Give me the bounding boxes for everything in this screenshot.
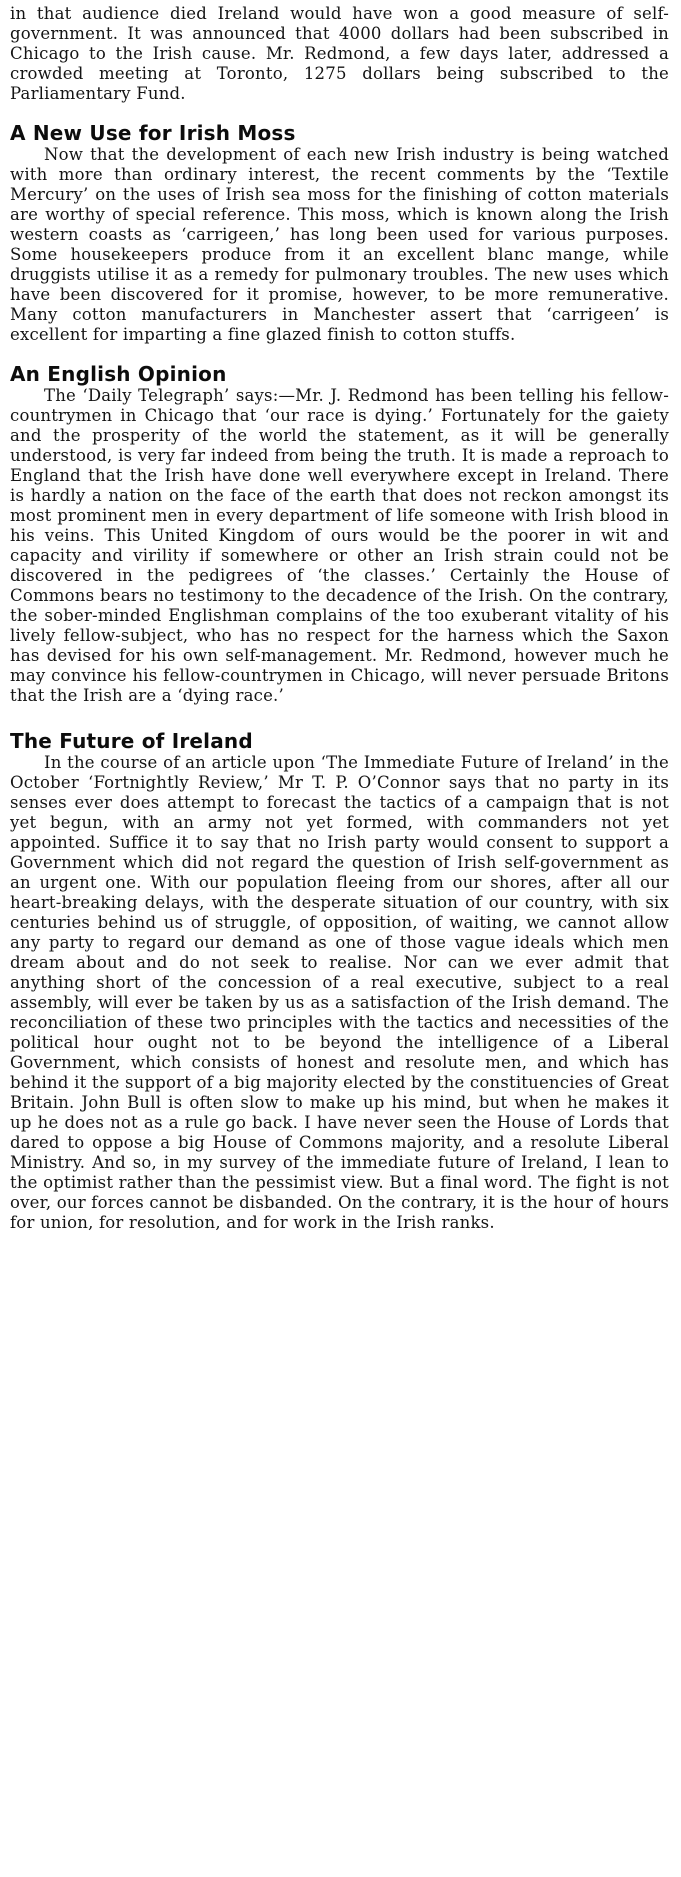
section-heading-irish-moss: A New Use for Irish Moss bbox=[10, 121, 296, 145]
section-heading-future-of-ireland: The Future of Ireland bbox=[10, 729, 253, 753]
section-heading-english-opinion: An English Opinion bbox=[10, 362, 227, 386]
lead-paragraph: in that audience died Ireland would have won a good measure of self-government. It was announced that 4000 dollars had been subscribed in Chicago to the Irish cause. Mr. Redmond, a few days later, addressed a crowded meeting at Toronto, 1275 dollars being subscribed to the Parliamentary Fund. bbox=[10, 4, 669, 103]
section-body-english-opinion: The ‘Daily Telegraph’ says:—Mr. J. Redmond has been telling his fellow-countrymen in Chicago that ‘our race is dying.’ Fortunately for the gaiety and the prosperity of the world the statement, as it will be generally understood, is very far indeed from being the truth. It is made a reproach to England that the Irish have done well everywhere except in Ireland. There is hardly a nation on the face of the earth that does not reckon amongst its most prominent men in every department of life someone with Irish blood in his veins. This United Kingdom of ours would be the poorer in wit and capacity and virility if somewhere or other an Irish strain could not be discovered in the pedigrees of ‘the classes.’ Certainly the House of Commons bears no testimony to the decadence of the Irish. On the contrary, the sober-minded Englishman complains of the too exuberant vitality of his lively fellow-subject, who has no respect for the harness which the Saxon has devised for his own self-management. Mr. Redmond, however much he may convince his fellow-countrymen in Chicago, will never persuade Britons that the Irish are a ‘dying race.’ bbox=[10, 386, 669, 705]
section-body-future-of-ireland: In the course of an article upon ‘The Immediate Future of Ireland’ in the October ‘Fortnightly Review,’ Mr T. P. O’Connor says that no party in its senses ever does attempt to forecast the tactics of a campaign that is not yet begun, with an army not yet formed, with commanders not yet appointed. Suffice it to say that no Irish party would consent to support a Government which did not regard the question of Irish self-government as an urgent one. With our population fleeing from our shores, after all our heart-breaking delays, with the desperate situation of our country, with six centuries behind us of struggle, of opposition, of waiting, we cannot allow any party to regard our demand as one of those vague ideals which men dream about and do not seek to realise. Nor can we ever admit that anything short of the concession of a real executive, subject to a real assembly, will ever be taken by us as a satisfaction of the Irish demand. The reconciliation of these two principles with the tactics and necessities of the political hour ought not to be beyond the intelligence of a Liberal Government, which consists of honest and resolute men, and which has behind it the support of a big majority elected by the constituencies of Great Britain. John Bull is often slow to make up his mind, but when he makes it up he does not as a rule go back. I have never seen the House of Lords that dared to oppose a big House of Commons majority, and a resolute Liberal Ministry. And so, in my survey of the immediate future of Ireland, I lean to the optimist rather than the pessimist view. But a final word. The fight is not over, our forces cannot be disbanded. On the contrary, it is the hour of hours for union, for resolution, and for work in the Irish ranks. bbox=[10, 753, 669, 1232]
section-body-irish-moss: Now that the development of each new Irish industry is being watched with more than ordinary interest, the recent comments by the ‘Textile Mercury’ on the uses of Irish sea moss for the finishing of cotton materials are worthy of special reference. This moss, which is known along the Irish western coasts as ‘carrigeen,’ has long been used for various purposes. Some housekeepers produce from it an excellent blanc mange, while druggists utilise it as a remedy for pulmonary troubles. The new uses which have been discovered for it promise, however, to be more remunerative. Many cotton manufacturers in Manchester assert that ‘carrigeen’ is excellent for imparting a fine glazed finish to cotton stuffs. bbox=[10, 145, 669, 344]
